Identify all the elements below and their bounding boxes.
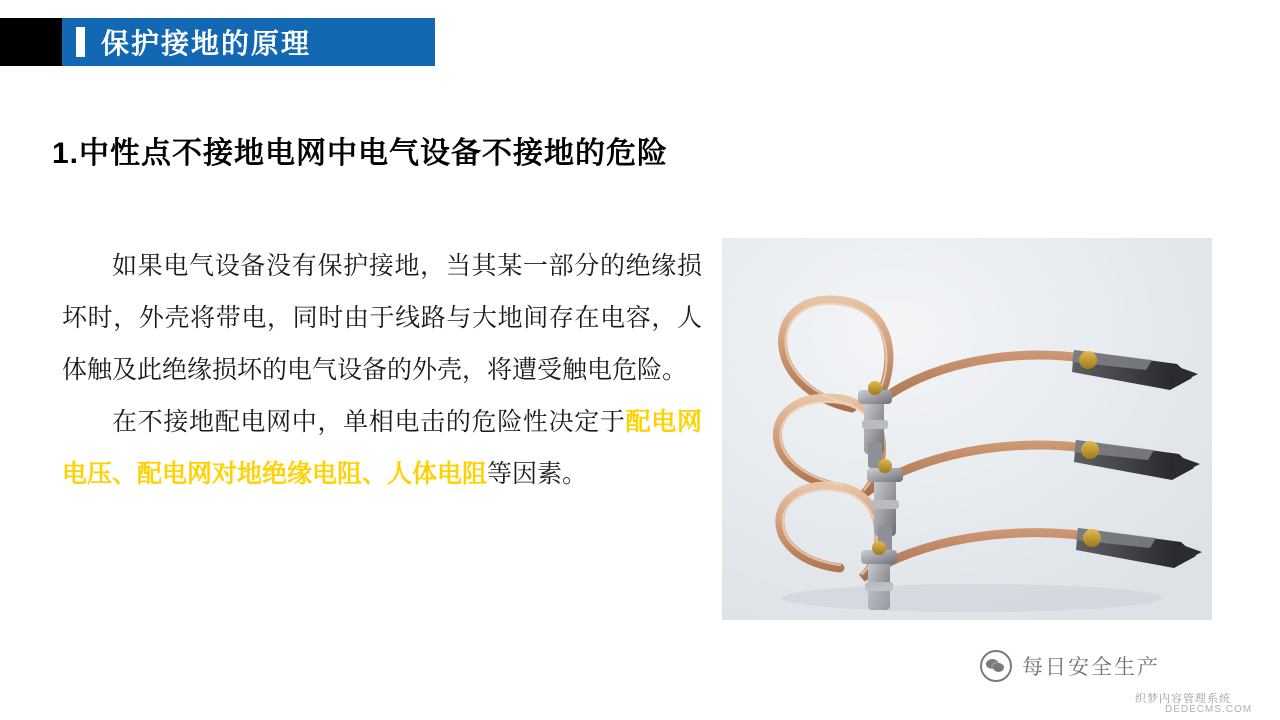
slide-header	[0, 18, 1280, 66]
header-blue-bar	[62, 18, 1280, 66]
paragraph-2-highlight: 配电网电压、配电网对地绝缘电阻、人体电阻	[62, 407, 702, 488]
header-black-block	[0, 18, 62, 66]
body-text-block	[62, 240, 702, 500]
wechat-icon	[980, 650, 1012, 682]
paragraph-2-prefix: 在不接地配电网中，单相电击的危险性决定于	[112, 407, 626, 436]
header-accent-mark	[76, 27, 85, 57]
grounding-clamps-illustration	[722, 238, 1212, 620]
dedecms-watermark-cn: 织梦内容管理系统	[1135, 693, 1231, 705]
paragraph-1: 如果电气设备没有保护接地，当其某一部分的绝缘损坏时，外壳将带电，同时由于线路与大地间存在电容，人体触及此绝缘损坏的电气设备的外壳，将遭受触电危险。	[62, 251, 702, 384]
page-title: 保护接地的原理	[101, 28, 312, 59]
paragraph-2-suffix: 等因素。	[487, 459, 588, 488]
wechat-watermark	[980, 650, 1160, 682]
grounding-clamps-image	[722, 238, 1212, 620]
wechat-account-name: 每日安全生产	[1022, 656, 1160, 679]
paragraph-2	[62, 396, 702, 500]
dedecms-watermark-en: DEDECMS.COM	[1165, 704, 1253, 715]
section-heading: 1.中性点不接地电网中电气设备不接地的危险	[52, 137, 669, 170]
